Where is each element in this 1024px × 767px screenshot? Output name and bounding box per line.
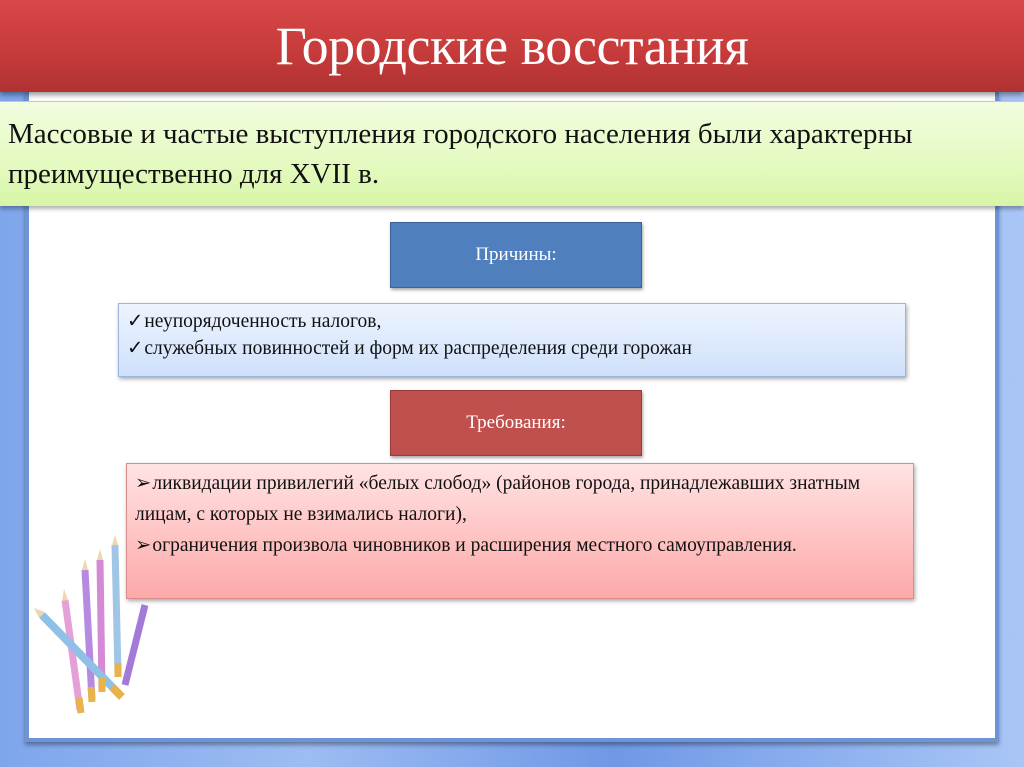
arrow-bullet-icon: ➢ [135,473,152,494]
check-icon: ✓ [127,311,144,332]
pencils-icon [30,535,170,720]
intro-text: Массовые и частые выступления городского населения были характерны преимущественно для XVII в. [8,118,913,190]
title-bar [0,0,1024,92]
check-icon: ✓ [127,338,144,359]
list-item: ✓неупорядоченность налогов, [127,311,382,332]
demands-header [390,390,642,456]
slide-title: Городские восстания [275,16,749,76]
intro-band [0,101,1024,206]
demands-list [126,463,914,599]
causes-header [390,222,642,288]
list-item: ➢ограничения произвола чиновников и расширения местного самоуправления. [135,535,797,556]
list-item: ✓служебных повинностей и форм их распределения среди горожан [127,338,692,359]
causes-list [118,303,906,377]
arrow-bullet-icon: ➢ [135,535,152,556]
list-item: ➢ликвидации привилегий «белых слобод» (районов города, принадлежавших знатным лицам, с которых не взимались налоги), [135,473,861,525]
causes-label: Причины: [475,244,557,265]
demands-label: Требования: [466,412,566,433]
